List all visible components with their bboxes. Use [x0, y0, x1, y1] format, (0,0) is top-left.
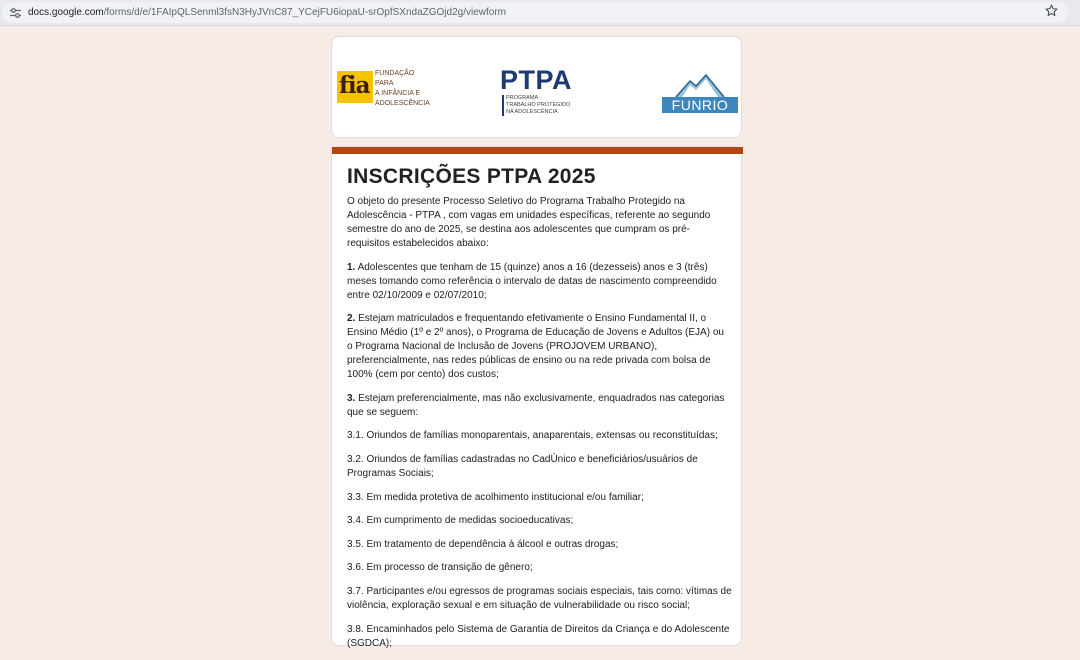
- category-item: 3.7. Participantes e/ou egressos de programas sociais especiais, tais como: vítimas de violência, exploração sexual e em situação de vulnerabilidade ou risco social;: [347, 585, 732, 611]
- requirement-text: Estejam matriculados e frequentando efetivamente o Ensino Fundamental II, o Ensino Médio (1º e 2º anos), o Programa de Educação de Jovens e Adultos (EJA) ou o Programa Nacional de Inclusão de Jovens (PROJOVEM URBANO), preferencialmente, nas redes públicas de ensino ou na rede privada com bolsa de 100% (cem por cento) dos custos;: [347, 313, 724, 381]
- category-item: 3.5. Em tratamento de dependência à álcool e outras drogas;: [347, 538, 619, 550]
- category-item: 3.6. Em processo de transição de gênero;: [347, 562, 533, 574]
- url-path: /forms/d/e/1FAIpQLSenml3fsN3HyJVnC87_YCejFU6iopaU-srOpfSXndaZGOjd2g/viewform: [103, 7, 506, 18]
- form-title: INSCRIÇÕES PTPA 2025: [347, 165, 596, 188]
- form-description: [347, 195, 732, 660]
- fia-logo: [337, 69, 429, 107]
- requirement-number: 1.: [347, 261, 356, 273]
- browser-address-bar: [0, 0, 1080, 26]
- bookmark-star-icon[interactable]: [1044, 3, 1059, 18]
- category-item: 3.3. Em medida protetiva de acolhimento institucional e/ou familiar;: [347, 491, 644, 503]
- ptpa-logo-subtitle: PROGRAMA TRABALHO PROTEGIDO NA ADOLESCÊNCIA: [502, 95, 570, 116]
- url-domain: docs.google.com: [28, 7, 104, 18]
- theme-accent-bar: [332, 147, 743, 154]
- fia-mark: [337, 71, 373, 103]
- funrio-logo-text: FUNRIO: [662, 97, 738, 113]
- header-banner: [331, 36, 742, 138]
- mountain-icon: [676, 73, 724, 97]
- ptpa-logo: [500, 65, 590, 119]
- requirement-text: Estejam preferencialmente, mas não exclusivamente, enquadrados nas categorias que se seguem:: [347, 392, 725, 418]
- category-item: 3.8. Encaminhados pelo Sistema de Garantia de Direitos da Criança e do Adolescente (SGDCA);: [347, 623, 730, 649]
- requirement-text: Adolescentes que tenham de 15 (quinze) anos a 16 (dezesseis) anos e 3 (três) meses tomando como referência o intervalo de datas de nascimento compreendido entre 02/10/2009 e 02/07/2010;: [347, 261, 717, 301]
- requirement-1: [347, 261, 732, 303]
- intro-paragraph: O objeto do presente Processo Seletivo do Programa Trabalho Protegido na Adolescência - PTPA , com vagas em unidades específicas, referente ao segundo semestre do ano de 2025, se destina aos adolescentes que cumpram os pré-requisitos estabelecidos abaixo:: [347, 196, 711, 249]
- category-item: 3.1. Oriundos de famílias monoparentais, anaparentais, extensas ou reconstituídas;: [347, 430, 718, 442]
- site-settings-icon[interactable]: [10, 8, 21, 18]
- requirement-number: 2.: [347, 313, 356, 325]
- fia-logo-text: FUNDAÇÃO PARA A INFÂNCIA E ADOLESCÊNCIA: [375, 70, 430, 107]
- url-text[interactable]: [28, 6, 506, 19]
- requirement-3: [347, 392, 732, 420]
- category-item: 3.2. Oriundos de famílias cadastradas no CadÚnico e beneficiários/usuários de Programas Sociais;: [347, 453, 698, 479]
- ptpa-logo-title: PTPA: [500, 65, 573, 95]
- requirement-number: 3.: [347, 392, 356, 404]
- form-description-card: [331, 146, 742, 649]
- url-field[interactable]: [2, 2, 1068, 23]
- funrio-logo: [662, 73, 738, 115]
- requirement-2: [347, 312, 732, 382]
- fia-mark-text: fia: [339, 72, 370, 99]
- category-item: 3.4. Em cumprimento de medidas socioeducativas;: [347, 515, 574, 527]
